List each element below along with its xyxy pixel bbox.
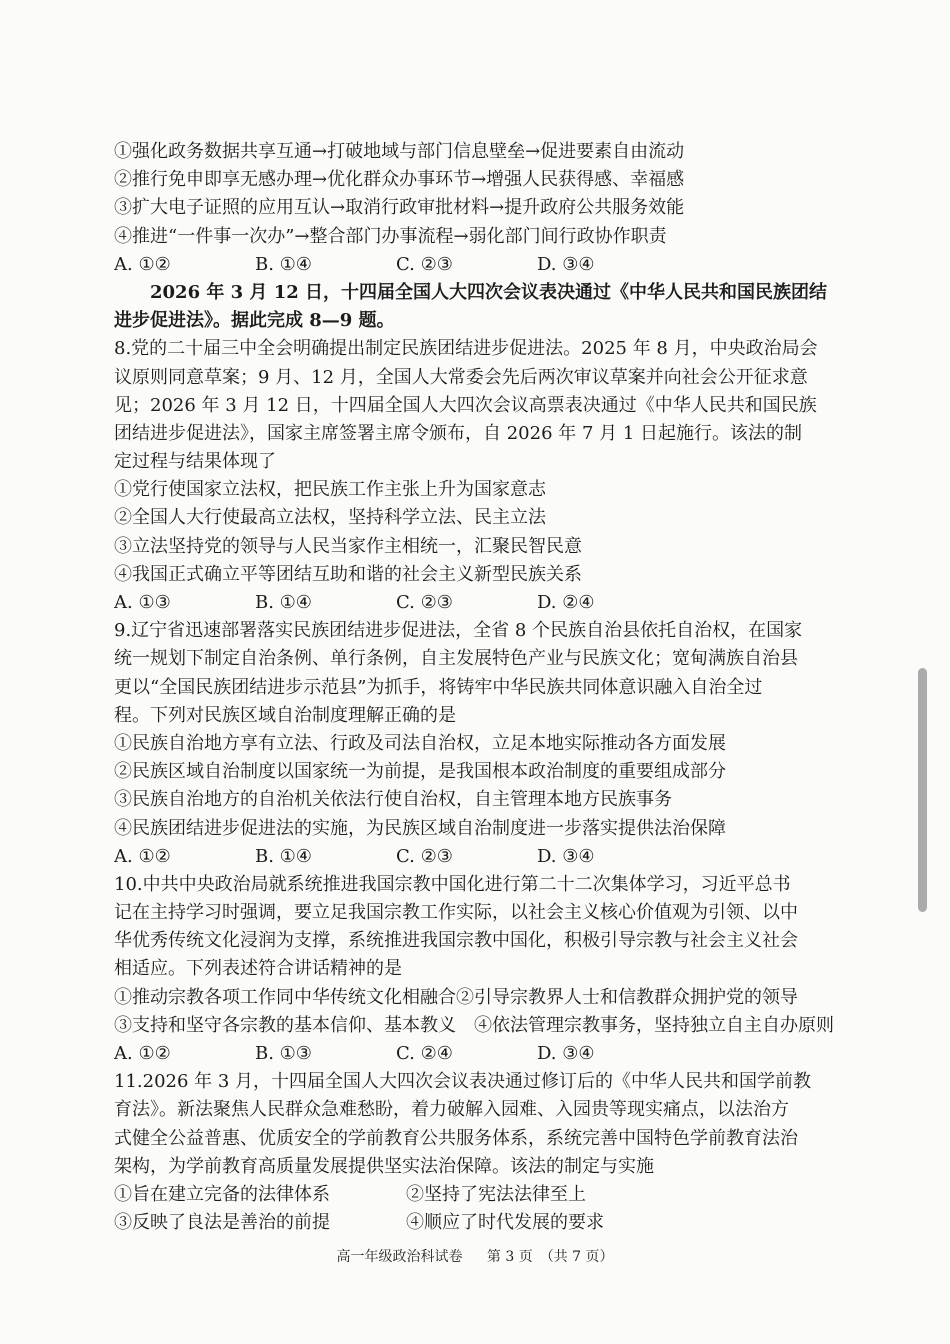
q9-stem-line: 程。下列对民族区域自治制度理解正确的是 [114, 704, 456, 726]
q11-stem-line: 架构，为学前教育高质量发展提供坚实法治保障。该法的制定与实施 [114, 1155, 654, 1177]
material-intro-line-2: 进步促进法》。据此完成 8—9 题。 [114, 310, 395, 332]
q11-item-2: ②坚持了宪法法律至上 [406, 1183, 586, 1205]
q10-items-line-2: ③支持和坚守各宗教的基本信仰、基本教义 ④依法管理宗教事务，坚持独立自主自办原则 [114, 1014, 834, 1036]
q10-stem-line: 10.中共中央政治局就系统推进我国宗教中国化进行第二十二次集体学习，习近平总书 [114, 873, 791, 895]
material-intro-line-1: 2026 年 3 月 12 日，十四届全国人大四次会议表决通过《中华人民共和国民族团结 [150, 281, 828, 303]
q8-stem-line: 见；2026 年 3 月 12 日，十四届全国人大四次会议高票表决通过《中华人民共和国民族 [114, 394, 817, 416]
q9-item-1: ①民族自治地方享有立法、行政及司法自治权，立足本地实际推动各方面发展 [114, 732, 726, 754]
q7-option-c: C. ②③ [396, 253, 453, 275]
q11-item-4: ④顺应了时代发展的要求 [406, 1212, 604, 1234]
q11-stem-line: 11.2026 年 3 月，十四届全国人大四次会议表决通过修订后的《中华人民共和国学前教 [114, 1071, 812, 1093]
q11-item-1: ①旨在建立完备的法律体系 [114, 1183, 330, 1205]
q11-stem-line: 育法》。新法聚焦人民群众急难愁盼，着力破解入园难、入园贵等现实痛点，以法治方 [114, 1099, 789, 1121]
q8-item-4: ④我国正式确立平等团结互助和谐的社会主义新型民族关系 [114, 563, 582, 585]
q10-option-d: D. ③④ [537, 1043, 595, 1064]
q8-stem-line: 8.党的二十届三中全会明确提出制定民族团结进步促进法。2025 年 8 月，中央政治局会 [114, 338, 818, 360]
q7-option-d: D. ③④ [537, 253, 595, 275]
q9-item-2: ②民族区域自治制度以国家统一为前提，是我国根本政治制度的重要组成部分 [114, 761, 726, 783]
q8-stem-line: 定过程与结果体现了 [114, 451, 276, 473]
q8-item-1: ①党行使国家立法权，把民族工作主张上升为国家意志 [114, 479, 546, 501]
q7-option-b: B. ①④ [255, 253, 312, 275]
q8-item-3: ③立法坚持党的领导与人民当家作主相统一，汇聚民智民意 [114, 535, 582, 557]
q9-option-a: A. ①② [114, 845, 171, 867]
page-footer [0, 1247, 950, 1267]
q9-option-b: B. ①④ [255, 845, 312, 867]
q8-stem-line: 议原则同意草案；9 月、12 月，全国人大常委会先后两次审议草案并向社会公开征求意 [114, 366, 808, 388]
q8-option-c: C. ②③ [396, 592, 453, 613]
q9-stem-line: 统一规划下制定自治条例、单行条例，自主发展特色产业与民族文化；宽甸满族自治县 [114, 648, 798, 670]
q11-stem-line: 式健全公益普惠、优质安全的学前教育公共服务体系，系统完善中国特色学前教育法治 [114, 1127, 798, 1149]
q10-items-line-1: ①推动宗教各项工作同中华传统文化相融合②引导宗教界人士和信教群众拥护党的领导 [114, 986, 798, 1008]
q8-option-a: A. ①③ [114, 592, 171, 613]
q9-option-c: C. ②③ [396, 845, 453, 867]
q11-item-3: ③反映了良法是善治的前提 [114, 1212, 330, 1234]
q10-option-a: A. ①② [114, 1043, 171, 1064]
q11-items-row-1 [114, 1181, 854, 1209]
q10-options [114, 1040, 854, 1068]
footer-page-number: 第 3 页 （共 7 页） [486, 1249, 614, 1265]
q10-stem-line: 华优秀传统文化浸润为支撑，系统推进我国宗教中国化，积极引导宗教与社会主义社会 [114, 930, 798, 952]
q10-stem-line: 记在主持学习时强调，要立足我国宗教工作实际，以社会主义核心价值观为引领、以中 [114, 902, 798, 924]
q7-item-1: ①强化政务数据共享互通→打破地域与部门信息壁垒→促进要素自由流动 [114, 141, 685, 162]
q9-options [114, 843, 854, 871]
footer-subject: 高一年级政治科试卷 [336, 1249, 463, 1265]
q8-option-d: D. ②④ [537, 592, 595, 613]
q9-option-d: D. ③④ [537, 845, 595, 867]
vertical-scrollbar[interactable] [918, 668, 927, 912]
q10-option-b: B. ①③ [255, 1043, 312, 1064]
q7-options [114, 251, 854, 279]
q8-options [114, 589, 854, 617]
q8-option-b: B. ①④ [255, 592, 312, 613]
q10-stem-line: 相适应。下列表述符合讲话精神的是 [114, 958, 402, 980]
q7-item-4: ④推进“一件事一次办”→整合部门办事流程→弱化部门间行政协作职责 [114, 225, 667, 247]
q7-item-3: ③扩大电子证照的应用互认→取消行政审批材料→提升政府公共服务效能 [114, 197, 685, 219]
q7-item-2: ②推行免申即享无感办理→优化群众办事环节→增强人民获得感、幸福感 [114, 169, 685, 191]
page-content [114, 138, 854, 1237]
q8-item-2: ②全国人大行使最高立法权，坚持科学立法、民主立法 [114, 507, 546, 529]
q9-item-3: ③民族自治地方的自治机关依法行使自治权，自主管理本地方民族事务 [114, 789, 672, 811]
q9-item-4: ④民族团结进步促进法的实施，为民族区域自治制度进一步落实提供法治保障 [114, 817, 726, 839]
q11-items-row-2 [114, 1209, 854, 1237]
q10-option-c: C. ②④ [396, 1043, 453, 1064]
q9-stem-line: 9.辽宁省迅速部署落实民族团结进步促进法，全省 8 个民族自治县依托自治权，在国家 [114, 620, 803, 642]
q9-stem-line: 更以“全国民族团结进步示范县”为抓手，将铸牢中华民族共同体意识融入自治全过 [114, 676, 763, 698]
q7-option-a: A. ①② [114, 253, 171, 275]
q8-stem-line: 团结进步促进法》，国家主席签署主席令颁布，自 2026 年 7 月 1 日起施行。该法的制 [114, 422, 803, 444]
